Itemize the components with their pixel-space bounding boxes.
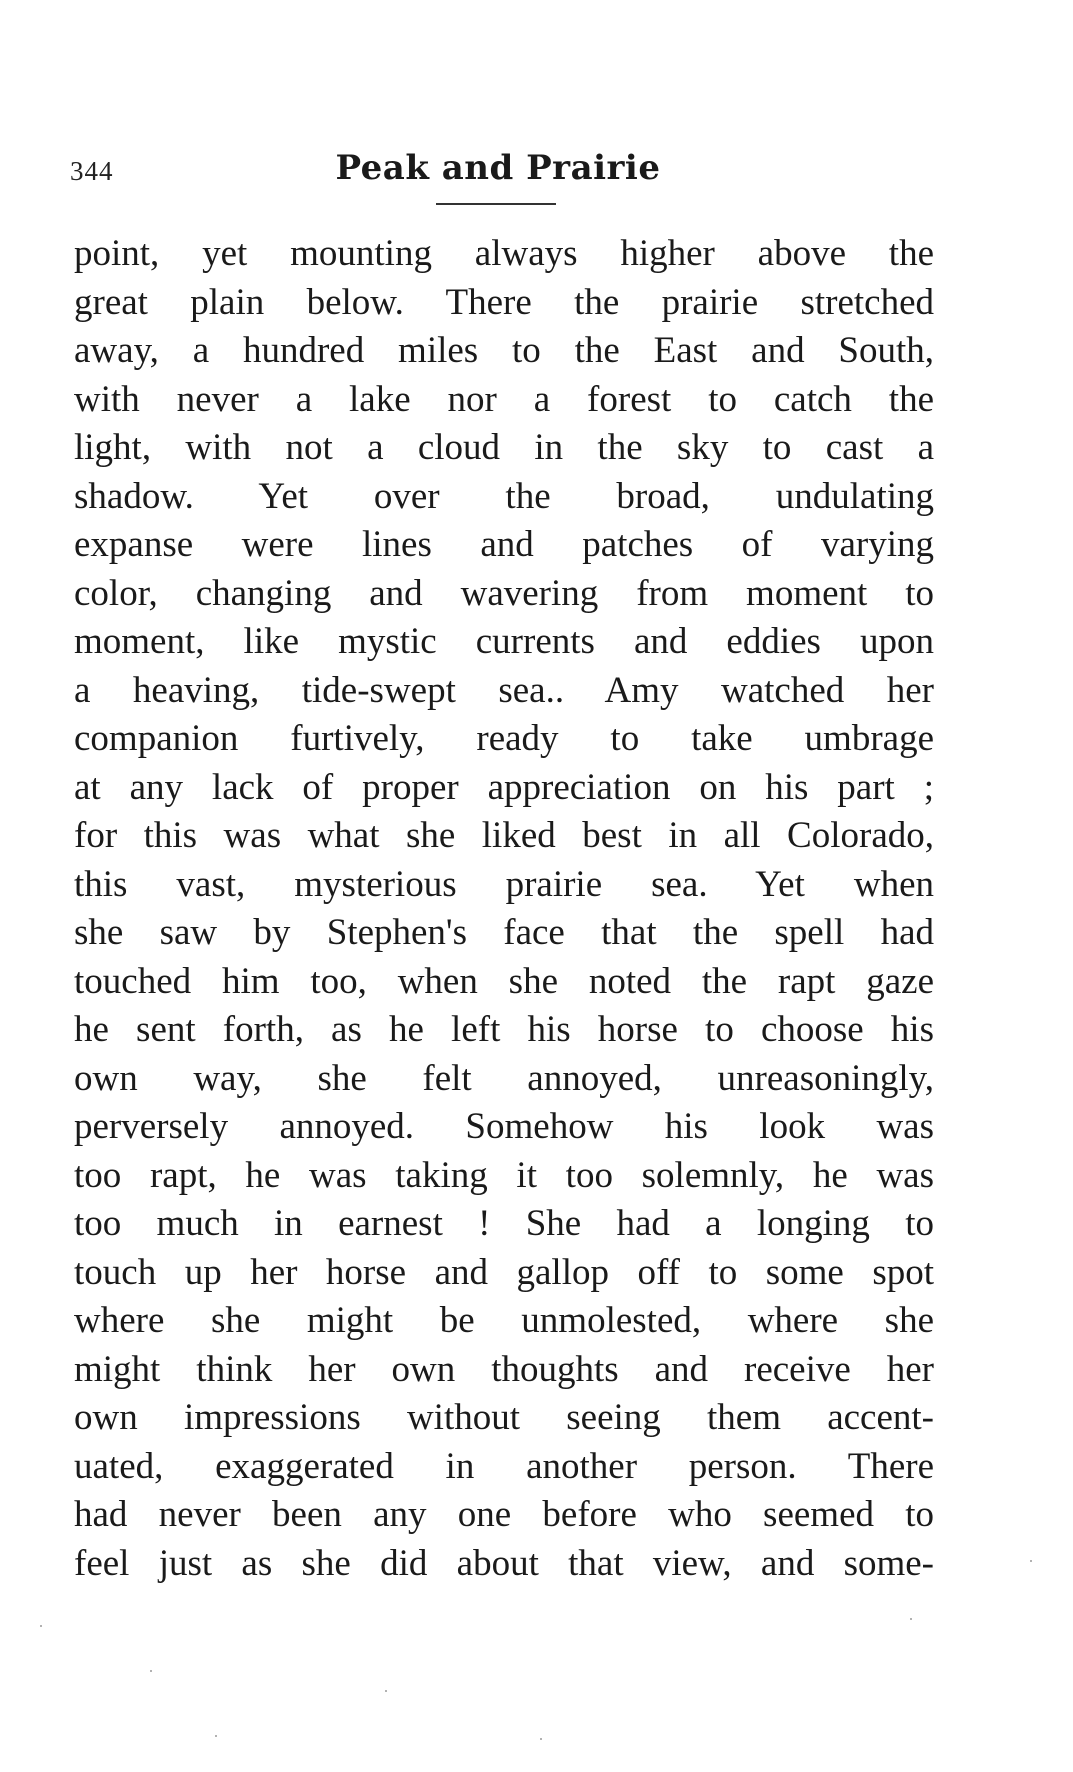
text-line: great plain below. There the prairie stretched bbox=[74, 281, 934, 323]
text-line: uated, exaggerated in another person. There bbox=[74, 1445, 934, 1487]
text-line: too rapt, he was taking it too solemnly, he was bbox=[74, 1154, 934, 1196]
text-line: this vast, mysterious prairie sea. Yet when bbox=[74, 863, 934, 905]
text-line: with never a lake nor a forest to catch the bbox=[74, 378, 934, 420]
text-line: own impressions without seeing them accent- bbox=[74, 1397, 934, 1438]
scan-speck bbox=[1030, 1560, 1032, 1562]
scan-speck bbox=[540, 1738, 542, 1740]
text-line: perversely annoyed. Somehow his look was bbox=[74, 1106, 934, 1147]
running-head bbox=[70, 148, 926, 198]
text-line: she saw by Stephen's face that the spell had bbox=[74, 912, 934, 953]
text-line: at any lack of proper appreciation on his part ; bbox=[74, 766, 934, 808]
scan-speck bbox=[910, 1618, 912, 1620]
body-text bbox=[74, 230, 934, 1588]
text-line: moment, like mystic currents and eddies upon bbox=[74, 621, 934, 662]
text-line: color, changing and wavering from moment to bbox=[74, 572, 934, 614]
scan-speck bbox=[150, 1670, 152, 1672]
scan-speck bbox=[215, 1735, 217, 1737]
text-line: he sent forth, as he left his horse to choose his bbox=[74, 1009, 934, 1050]
text-line: had never been any one before who seemed to bbox=[74, 1494, 934, 1535]
scan-speck bbox=[385, 1690, 387, 1692]
running-title: Peak and Prairie bbox=[335, 148, 661, 188]
text-line: too much in earnest ! She had a longing to bbox=[74, 1203, 934, 1244]
text-line: for this was what she liked best in all Colorado, bbox=[74, 815, 934, 856]
text-line: feel just as she did about that view, and some- bbox=[74, 1542, 934, 1584]
text-line: companion furtively, ready to take umbrage bbox=[74, 718, 934, 759]
text-line: shadow. Yet over the broad, undulating bbox=[74, 475, 934, 517]
header-rule bbox=[436, 203, 556, 205]
scan-speck bbox=[40, 1625, 42, 1627]
text-line: away, a hundred miles to the East and South, bbox=[74, 330, 934, 371]
text-line: a heaving, tide-swept sea.. Amy watched her bbox=[74, 669, 934, 711]
text-line: touch up her horse and gallop off to some spot bbox=[74, 1251, 934, 1293]
text-line: own way, she felt annoyed, unreasoningly, bbox=[74, 1057, 934, 1099]
text-line: light, with not a cloud in the sky to cast a bbox=[74, 427, 934, 468]
text-line: expanse were lines and patches of varying bbox=[74, 524, 934, 565]
text-line: point, yet mounting always higher above the bbox=[74, 233, 934, 274]
text-line: might think her own thoughts and receive her bbox=[74, 1348, 934, 1390]
page-number: 344 bbox=[70, 156, 114, 186]
text-line: touched him too, when she noted the rapt gaze bbox=[74, 960, 934, 1002]
text-line: where she might be unmolested, where she bbox=[74, 1300, 934, 1341]
